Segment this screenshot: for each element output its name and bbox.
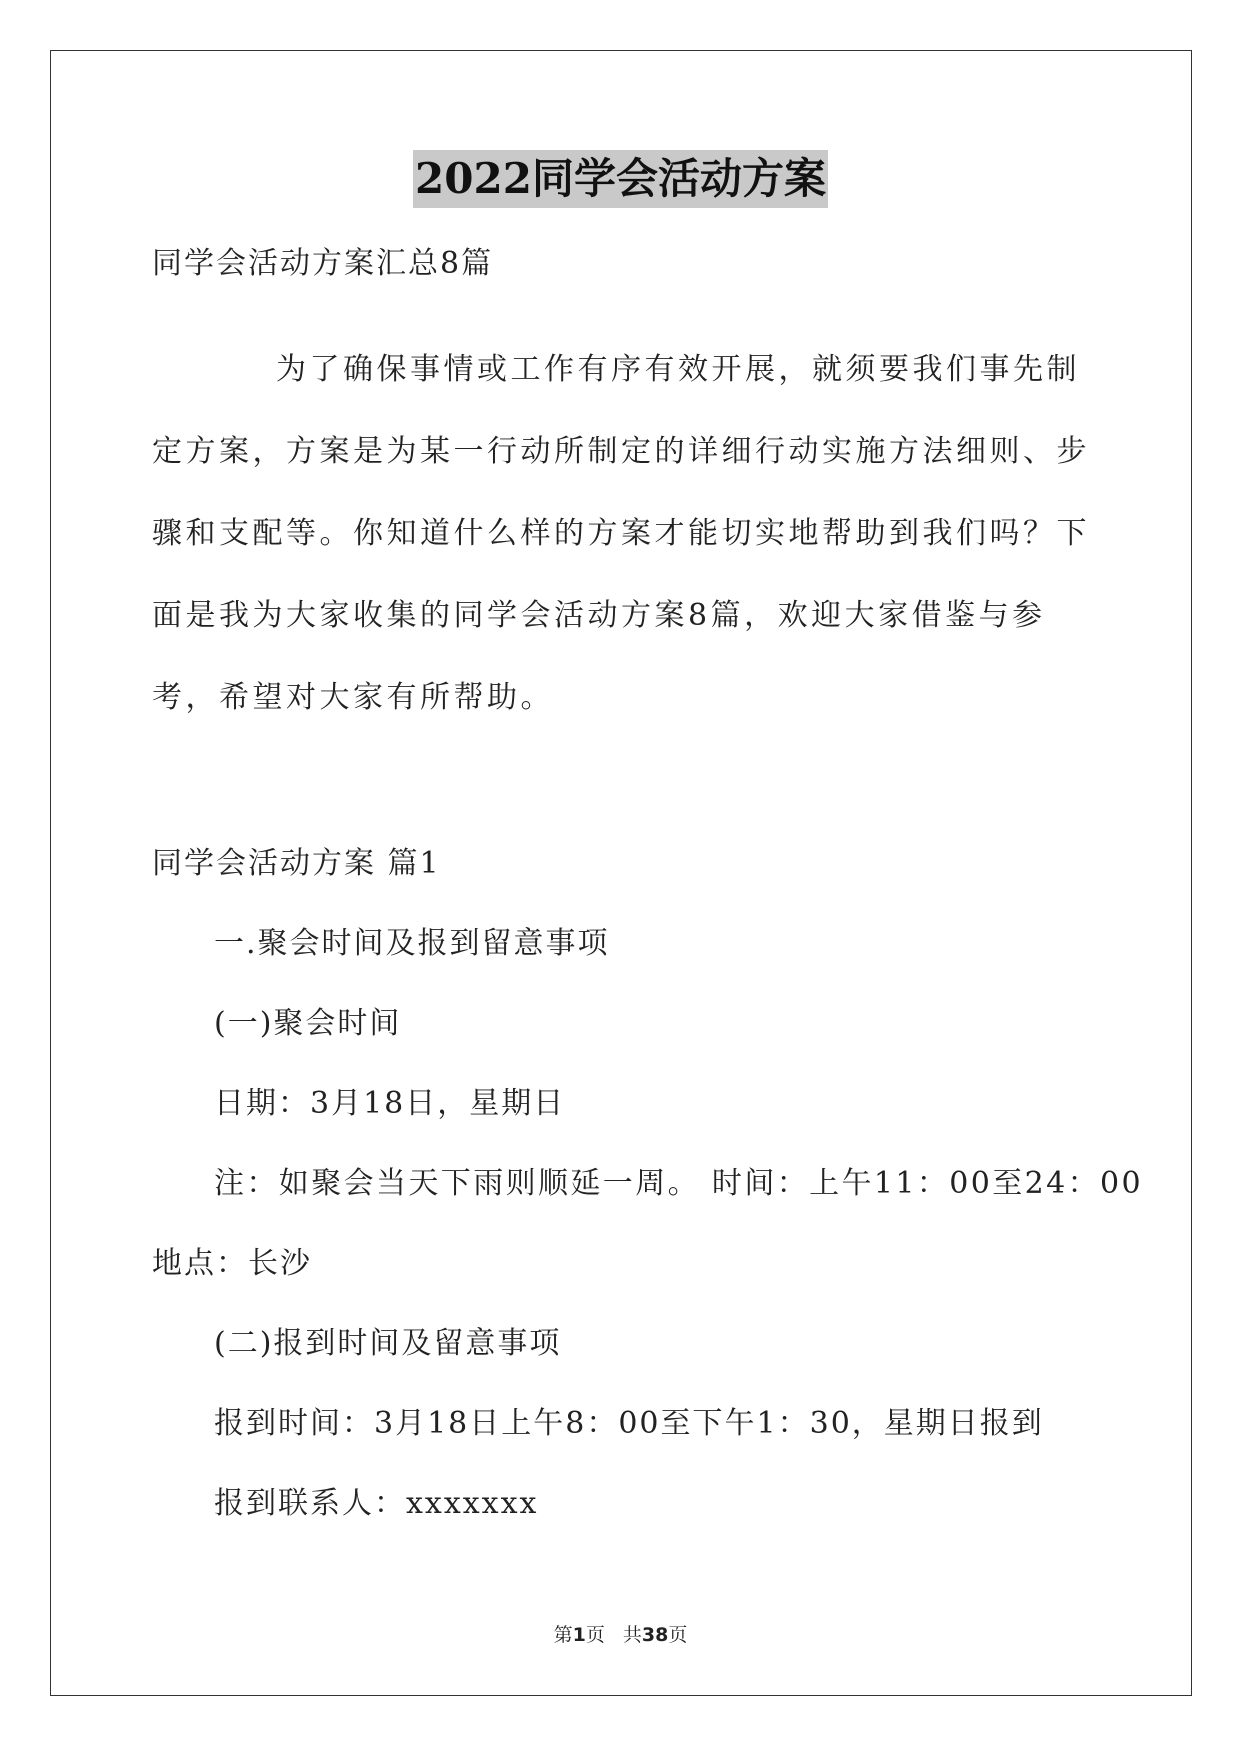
- body-line: 报到联系人：xxxxxxx: [214, 1486, 539, 1521]
- page-prefix: 第: [553, 1624, 573, 1646]
- document-title: 2022同学会活动方案: [413, 150, 828, 208]
- section-heading: 同学会活动方案 篇1: [152, 846, 441, 881]
- intro-paragraph: 为了确保事情或工作有序有效开展，就须要我们事先制定方案，方案是为某一行动所制定的详细行动实施方法细则、步骤和支配等。你知道什么样的方案才能切实地帮助到我们吗？下面是我为大家收集的同学会活动方案8篇，欢迎大家借鉴与参考，希望对大家有所帮助。: [152, 352, 1090, 715]
- total-prefix: 共: [622, 1624, 642, 1646]
- body-line: 一.聚会时间及报到留意事项: [214, 926, 610, 961]
- body-line: 报到时间：3月18日上午8：00至下午1：30，星期日报到: [214, 1406, 1044, 1441]
- total-pages: 38: [641, 1624, 669, 1646]
- body-line: 地点：长沙: [152, 1246, 312, 1281]
- total-suffix: 页: [668, 1624, 688, 1646]
- body-line: (一)聚会时间: [214, 1006, 402, 1041]
- page-suffix: 页: [585, 1624, 605, 1646]
- body-line: 注：如聚会当天下雨则顺延一周。 时间：上午11：00至24：00: [214, 1166, 1144, 1201]
- body-line: (二)报到时间及留意事项: [214, 1326, 562, 1361]
- page-footer: [0, 1620, 1241, 1647]
- body-line: 日期：3月18日，星期日: [214, 1086, 566, 1121]
- document-subtitle: 同学会活动方案汇总8篇: [152, 246, 494, 281]
- title-container: [0, 150, 1241, 208]
- page-number: 1: [572, 1624, 586, 1646]
